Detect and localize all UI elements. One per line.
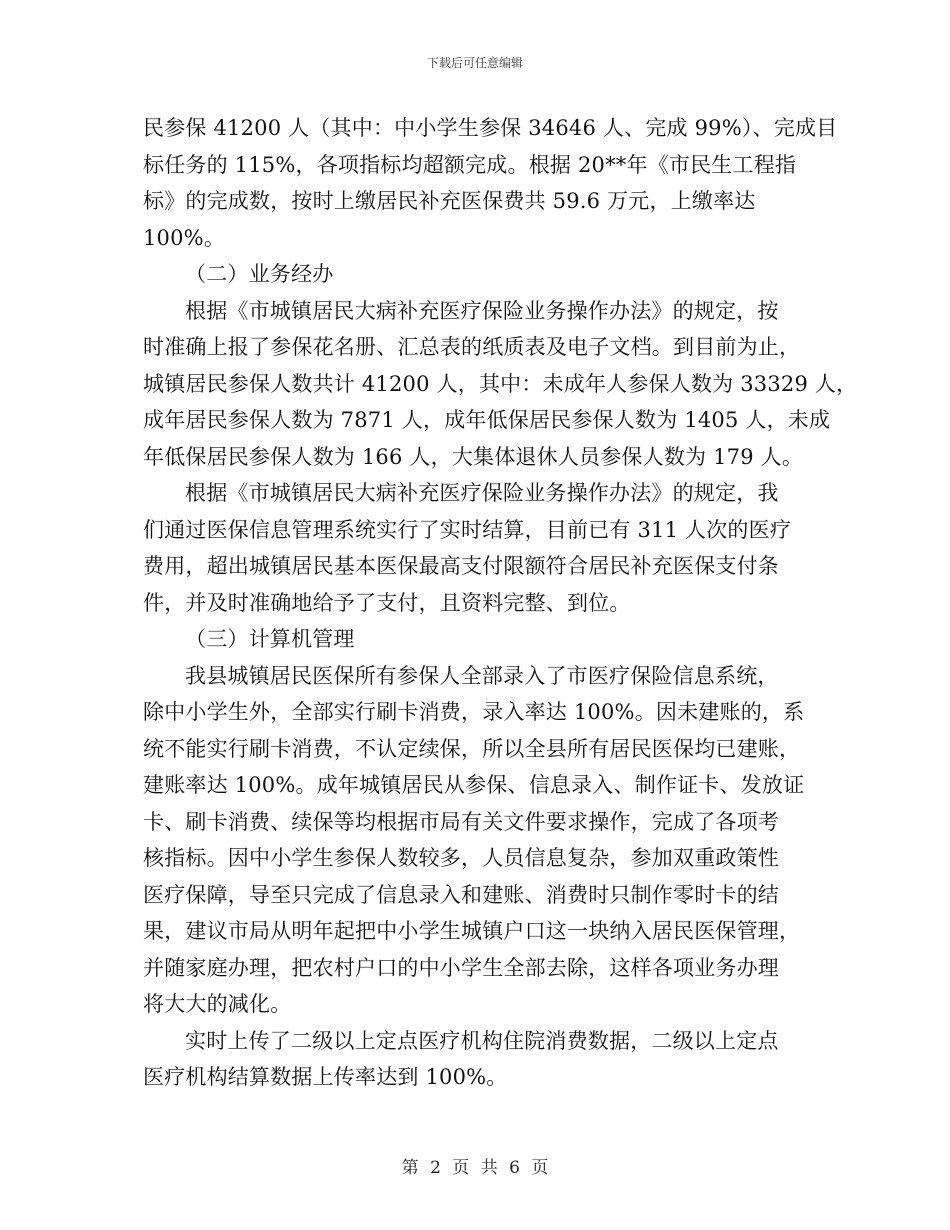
text-line: 医疗保障，导至只完成了信息录入和建账、消费时只制作零时卡的结 <box>143 882 779 907</box>
text-line: 实时上传了二级以上定点医疗机构住院消费数据，二级以上定点 <box>185 1028 779 1053</box>
text-line: 我县城镇居民医保所有参保人全部录入了市医疗保险信息系统， <box>185 663 779 688</box>
text-line: 们通过医保信息管理系统实行了实时结算，目前已有 311 人次的医疗 <box>143 517 792 542</box>
page-footer: 第 2 页 共 6 页 <box>401 1158 549 1178</box>
text-line: 100%。 <box>143 225 226 250</box>
text-line: 统不能实行刷卡消费，不认定续保，所以全县所有居民医保均已建账， <box>143 736 801 761</box>
text-line: 果，建议市局从明年起把中小学生城镇户口这一块纳入居民医保管理， <box>143 919 801 943</box>
text-line: 卡、刷卡消费、续保等均根据市局有关文件要求操作，完成了各项考 <box>143 809 779 834</box>
text-line: 城镇居民参保人数共计 41200 人，其中：未成年人参保人数为 33329 人， <box>143 371 858 396</box>
text-line: 标》的完成数，按时上缴居民补充医保费共 59.6 万元，上缴率达 <box>143 189 756 213</box>
text-line: 根据《市城镇居民大病补充医疗保险业务操作办法》的规定，我 <box>185 481 779 505</box>
text-line: 标任务的 115%，各项指标均超额完成。根据 20**年《市民生工程指 <box>143 152 797 177</box>
text-line: 费用，超出城镇居民基本医保最高支付限额符合居民补充医保支付条 <box>143 554 779 578</box>
text-line: （二）业务经办 <box>185 262 334 286</box>
text-line: 除中小学生外，全部实行刷卡消费，录入率达 100%。因未建账的，系 <box>143 700 805 724</box>
text-line: 根据《市城镇居民大病补充医疗保险业务操作办法》的规定，按 <box>185 298 779 323</box>
text-line: 成年居民参保人数为 7871 人，成年低保居民参保人数为 1405 人，未成 <box>143 408 831 432</box>
text-line: 建账率达 100%。成年城镇居民从参保、信息录入、制作证卡、发放证 <box>143 773 805 797</box>
text-line: 将大大的减化。 <box>143 992 292 1016</box>
text-line: 并随家庭办理，把农村户口的中小学生全部去除，这样各项业务办理 <box>143 955 779 980</box>
text-line: 年低保居民参保人数为 166 人，大集体退休人员参保人数为 179 人。 <box>143 444 804 469</box>
page-header: 下载后可任意编辑 <box>426 56 523 70</box>
text-line: （三）计算机管理 <box>185 627 355 651</box>
document-body <box>143 110 858 1096</box>
text-line: 件，并及时准确地给予了支付，且资料完整、到位。 <box>143 590 631 615</box>
text-line: 核指标。因中小学生参保人数较多，人员信息复杂，参加双重政策性 <box>143 846 779 870</box>
text-line: 时准确上报了参保花名册、汇总表的纸质表及电子文档。到目前为止， <box>143 335 801 359</box>
text-line: 民参保 41200 人（其中：中小学生参保 34646 人、完成 99%）、完成目 <box>143 116 838 140</box>
text-line: 医疗机构结算数据上传率达到 100%。 <box>143 1065 508 1089</box>
